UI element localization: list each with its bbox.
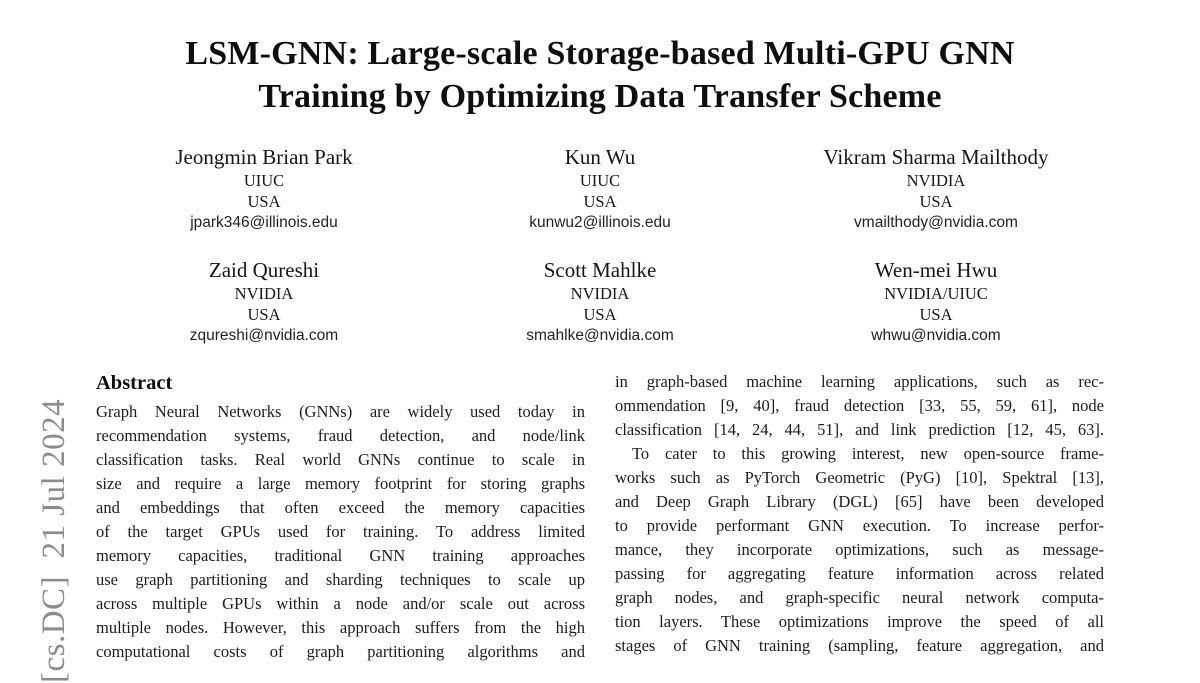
text-line: in graph-based machine learning applications, such as rec- [615, 372, 1104, 391]
text-line: recommendation systems, fraud detection, and node/link [96, 426, 585, 445]
text-line: To cater to this growing interest, new open-source frame- [632, 444, 1104, 463]
author-affiliation: NVIDIA [906, 171, 966, 190]
author-email: whwu@nvidia.com [871, 327, 1001, 344]
author-name: Wen-mei Hwu [874, 258, 998, 282]
author-affiliation: NVIDIA [234, 284, 294, 303]
text-line: stages of GNN training (sampling, feature aggregation, and [615, 636, 1104, 655]
text-line: of the target GPUs used for training. To address limited [96, 522, 585, 541]
author-affiliation: UIUC [579, 171, 621, 190]
author-1 [96, 144, 432, 234]
arxiv-category-banner: [cs.DC] 21 Jul 2024 [36, 398, 72, 683]
paper-page [0, 32, 1200, 683]
author-country: USA [583, 192, 617, 211]
author-country: USA [247, 192, 281, 211]
author-country: USA [919, 192, 953, 211]
author-affiliation: NVIDIA/UIUC [884, 284, 988, 303]
author-4 [96, 257, 432, 347]
introduction-text [615, 370, 1104, 658]
text-line: classification tasks. Real world GNNs continue to scale in [96, 450, 585, 469]
text-line: graph nodes, and graph-specific neural network computa- [615, 588, 1104, 607]
paragraph [615, 442, 1104, 658]
text-line: Graph Neural Networks (GNNs) are widely used today in [96, 402, 585, 421]
author-country: USA [919, 305, 953, 324]
paragraph [615, 370, 1104, 442]
abstract-heading: Abstract [96, 372, 173, 394]
text-line: works such as PyTorch Geometric (PyG) [10], Spektral [13], [615, 468, 1104, 487]
author-email: vmailthody@nvidia.com [854, 214, 1018, 231]
author-name: Jeongmin Brian Park [175, 145, 353, 169]
author-affiliation: NVIDIA [570, 284, 630, 303]
text-line: mance, they incorporate optimizations, such as message- [615, 540, 1104, 559]
text-line: multiple nodes. However, this approach suffers from the high [96, 618, 585, 637]
author-affiliation: UIUC [243, 171, 285, 190]
text-line: to provide performant GNN execution. To increase perfor- [615, 516, 1104, 535]
right-column [615, 370, 1104, 664]
text-line: classification [14, 24, 44, 51], and link prediction [12, 45, 63]. [615, 420, 1104, 439]
author-name: Vikram Sharma Mailthody [823, 145, 1049, 169]
author-country: USA [247, 305, 281, 324]
text-line: computational costs of graph partitioning algorithms and [96, 642, 585, 661]
author-6 [768, 257, 1104, 347]
text-line: memory capacities, traditional GNN training approaches [96, 546, 585, 565]
author-3 [768, 144, 1104, 234]
author-name: Kun Wu [564, 145, 636, 169]
author-email: zqureshi@nvidia.com [189, 327, 339, 344]
text-line: use graph partitioning and sharding techniques to scale up [96, 570, 585, 589]
text-line: passing for aggregating feature information across related [615, 564, 1104, 583]
text-line: across multiple GPUs within a node and/or scale out across [96, 594, 585, 613]
paper-title-line-2: Training by Optimizing Data Transfer Scheme [258, 78, 942, 115]
author-name: Zaid Qureshi [208, 258, 320, 282]
text-line: ommendation [9, 40], fraud detection [33, 55, 59, 61], node [615, 396, 1104, 415]
text-line: size and require a large memory footprint for storing graphs [96, 474, 585, 493]
authors-block [96, 144, 1104, 347]
author-email: jpark346@illinois.edu [190, 214, 338, 231]
author-email: smahlke@nvidia.com [526, 327, 674, 344]
body-columns [96, 370, 1104, 664]
left-column [96, 370, 585, 664]
author-name: Scott Mahlke [543, 258, 657, 282]
text-line: tion layers. These optimizations improve the speed of all [615, 612, 1104, 631]
author-5 [432, 257, 768, 347]
text-line: and Deep Graph Library (DGL) [65] have been developed [615, 492, 1104, 511]
paragraph [96, 400, 585, 664]
text-line: and embeddings that often exceed the memory capacities [96, 498, 585, 517]
author-2 [432, 144, 768, 234]
paper-title-line-1: LSM-GNN: Large-scale Storage-based Multi-GPU GNN [185, 35, 1015, 72]
paper-title [0, 32, 1200, 118]
abstract-text [96, 400, 585, 664]
author-country: USA [583, 305, 617, 324]
author-email: kunwu2@illinois.edu [529, 214, 671, 231]
